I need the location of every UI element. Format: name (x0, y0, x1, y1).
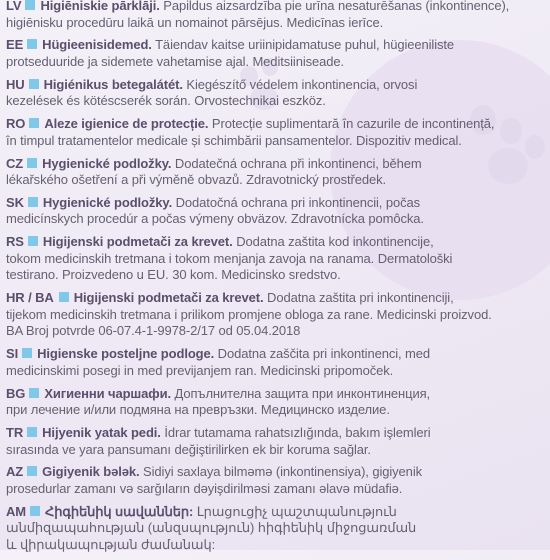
entry-line (6, 116, 550, 133)
square-bullet-icon (27, 39, 37, 49)
square-bullet-icon (30, 506, 40, 516)
entry-title: Hijyenik yatak pedi. (42, 424, 161, 440)
entry-desc: Допълнителна защита при инконтиненция, (174, 385, 431, 401)
entry-line: և վիրակապության ժամանակ: (6, 536, 216, 552)
entry-line (6, 504, 550, 521)
entry-sk (6, 195, 550, 228)
entry-line (6, 386, 550, 403)
entry-cz (6, 156, 550, 189)
entry-title: Hygienické podložky. (42, 194, 173, 210)
entry-bg (6, 386, 550, 419)
entry-desc: Dodatna zaščita pri inkontinenci, med (217, 346, 431, 362)
language-code: AZ (6, 464, 24, 480)
entry-line: BA Broj potvrde 06-07.4-1-9978-2/17 od 05.04.2018 (6, 323, 301, 339)
square-bullet-icon (59, 292, 69, 302)
language-code: RS (6, 234, 24, 250)
language-code: EE (6, 37, 24, 53)
entry-desc: Dodatočná ochrana pri inkontinencii, počas (175, 194, 421, 210)
square-bullet-icon (27, 158, 37, 168)
entry-line: testirano. Proizvedeno u EU. 30 kom. Medicinsko sredstvo. (6, 267, 341, 283)
entry-desc: Täiendav kaitse uriinipidamatuse puhul, hügieeniliste (155, 37, 455, 53)
square-bullet-icon (29, 118, 39, 128)
entry-tr (6, 425, 550, 458)
entry-line (6, 346, 550, 363)
entry-line: protseduuride ja sidemete vahetamise ajal. Meditsiiniseade. (6, 53, 345, 69)
entry-line: lékařského ošetření a při výměně obvazů. Zdravotnický prostředek. (6, 172, 387, 188)
entry-az (6, 464, 550, 497)
entry-title: Հիգիենիկ սավաններ: (45, 503, 194, 519)
language-code: HR / BA (6, 290, 54, 306)
square-bullet-icon (28, 197, 38, 207)
entry-line: tokom medicinskih tretmana i tokom menjanja zavoja na ranama. Dermatološki (6, 250, 453, 266)
entry-line (6, 77, 550, 94)
language-code: CZ (6, 155, 24, 171)
entry-si (6, 346, 550, 379)
entry-line (6, 0, 550, 15)
entry-desc: Dodatna zaštita pri inkontinenciji, (267, 290, 454, 306)
entry-desc: Papildus aizsardzība pie urīna nesaturēšanas (inkontinence), (163, 0, 510, 13)
language-code: AM (6, 503, 27, 519)
entry-ro (6, 116, 550, 149)
entry-line (6, 37, 550, 54)
entry-line: higiēnisku procedūru laikā un nomainot pārsējus. Medicīnas ierīce. (6, 14, 384, 30)
language-code: RO (6, 116, 26, 132)
square-bullet-icon (27, 427, 37, 437)
entry-title: Hügieenisidemed. (42, 37, 152, 53)
entry-desc: Լրացուցիչ պաշտպանություն (196, 503, 397, 519)
entry-line: tijekom medicinskih tretmana i prilikom promjene obloga za rane. Medicinski proizvod. (6, 306, 492, 322)
entry-desc: İdrar tutamama rahatsızlığında, bakım işlemleri (164, 424, 431, 440)
entry-lv (6, 0, 550, 31)
entry-line: în timpul tratamentelor medicale și schimbării pansamentelor. Dispozitiv medical. (6, 132, 462, 148)
square-bullet-icon (27, 466, 37, 476)
entry-line: prosedurlar zamanı və sarğıların dəyişdirilməsi zamanı əlavə müdafiə. (6, 480, 403, 496)
entry-hu (6, 77, 550, 110)
entry-title: Higijenski podmetači za krevet. (73, 290, 264, 306)
entry-title: Higienske posteljne podloge. (37, 346, 215, 362)
language-code: SI (6, 346, 19, 362)
language-code: LV (6, 0, 22, 13)
entry-title: Higiénikus betegalátét. (43, 76, 183, 92)
entry-line: при лечение и/или подмяна на превръзки. Медицинско изделие. (6, 402, 390, 418)
entry-title: Aleze igienice de protecție. (44, 116, 209, 132)
entry-line (6, 156, 550, 173)
entry-desc: Kiegészítő védelem inkontinencia, orvosi (186, 76, 418, 92)
entry-title: Higijenski podmetači za krevet. (42, 234, 233, 250)
entry-line: medicínskych procedúr a počas výmeny obväzov. Zdravotnícka pomôcka. (6, 211, 424, 227)
entry-title: Higiēniskie pārklāji. (40, 0, 160, 13)
entry-title: Gigiyenik bələk. (42, 464, 140, 480)
entry-title: Hygienické podložky. (42, 155, 172, 171)
entry-desc: Protecție suplimentară în cazurile de incontinență, (211, 116, 495, 132)
entry-line: անմիզապահության (անզսպություն) հիգիենիկ միջոցառման (6, 520, 417, 536)
language-code: TR (6, 424, 24, 440)
entry-desc: Dodatečná ochrana při inkontinenci, během (174, 155, 422, 171)
entry-hr-ba (6, 290, 550, 340)
entry-line: medicinskimi posegi in med previjanjem ran. Medicinski pripomoček. (6, 362, 394, 378)
entry-line (6, 464, 550, 481)
square-bullet-icon (29, 79, 39, 89)
square-bullet-icon (29, 388, 39, 398)
entry-title: Хигиенни чаршафи. (44, 385, 171, 401)
entry-line (6, 195, 550, 212)
entry-desc: Dodatna zaštita kod inkontinencije, (236, 234, 434, 250)
product-label-text (6, 0, 550, 560)
entry-line (6, 290, 550, 307)
entry-desc: Sidiyi saxlaya bilməmə (inkontinensiya), gigiyenik (143, 464, 423, 480)
entry-line: kezelések és kötéscserék során. Orvostechnikai eszköz. (6, 93, 326, 109)
language-code: SK (6, 194, 24, 210)
entry-am (6, 504, 550, 554)
entry-line (6, 425, 550, 442)
language-code: BG (6, 385, 26, 401)
square-bullet-icon (25, 0, 35, 10)
square-bullet-icon (22, 348, 32, 358)
entry-line (6, 234, 550, 251)
square-bullet-icon (28, 236, 38, 246)
entry-ee (6, 37, 550, 70)
language-code: HU (6, 76, 25, 92)
entry-line: sırasında ve yara pansumanı değiştirilirken ek bir koruma sağlar. (6, 441, 371, 457)
entry-rs (6, 234, 550, 284)
